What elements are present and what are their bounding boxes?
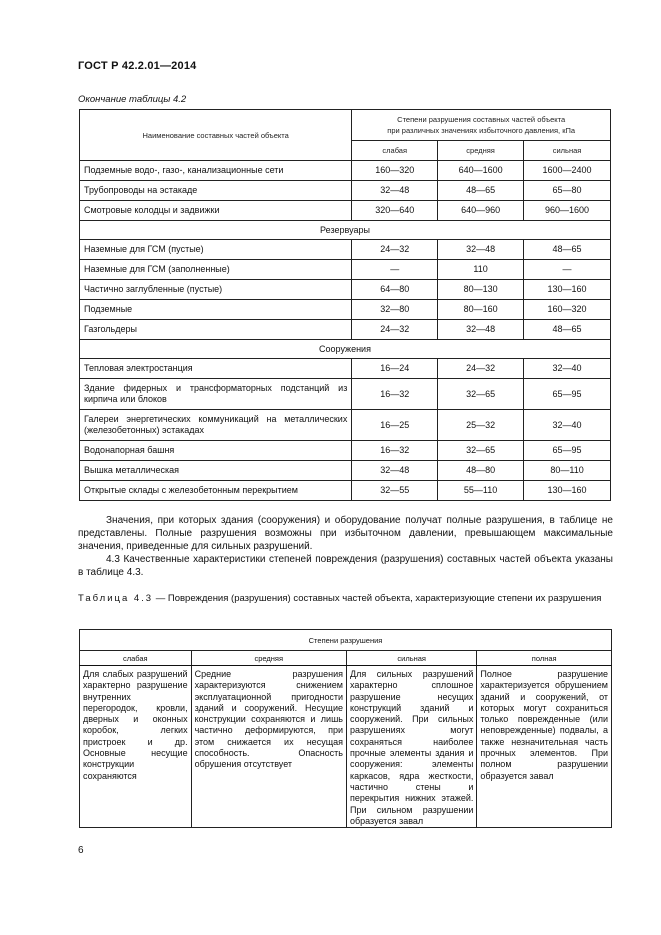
row-value: 24—32 bbox=[438, 359, 524, 379]
row-value: 48—80 bbox=[438, 461, 524, 481]
row-value: 160—320 bbox=[352, 161, 438, 181]
table-row bbox=[80, 441, 611, 461]
row-value: 32—65 bbox=[438, 441, 524, 461]
table-row bbox=[80, 201, 611, 221]
row-value: 640—960 bbox=[438, 201, 524, 221]
table-row bbox=[80, 161, 611, 181]
row-value: 24—32 bbox=[352, 320, 438, 340]
row-value: — bbox=[352, 260, 438, 280]
row-value: 320—640 bbox=[352, 201, 438, 221]
table-row bbox=[80, 379, 611, 410]
table-row bbox=[80, 260, 611, 280]
row-name: Смотровые колодцы и задвижки bbox=[80, 201, 352, 221]
row-value: 80—130 bbox=[438, 280, 524, 300]
col-header-strong: сильная bbox=[524, 141, 611, 161]
table-row bbox=[80, 481, 611, 501]
row-value: 32—80 bbox=[352, 300, 438, 320]
row-value: 65—95 bbox=[524, 441, 611, 461]
damage-text-weak: Для слабых разрушений характерно разрушение внутренних перегородок, кровли, дверных и оконных коробок, легких пристроек и др. Основные несущие конструкции сохраняются bbox=[83, 669, 188, 781]
row-value: 48—65 bbox=[524, 240, 611, 260]
col-header-weak: слабая bbox=[352, 141, 438, 161]
table-row bbox=[80, 240, 611, 260]
table-row bbox=[80, 280, 611, 300]
col-header-medium: средняя bbox=[438, 141, 524, 161]
row-value: 960—1600 bbox=[524, 201, 611, 221]
row-value: 16—32 bbox=[352, 379, 438, 410]
row-value: 32—40 bbox=[524, 359, 611, 379]
document-title: ГОСТ Р 42.2.01—2014 bbox=[78, 60, 197, 72]
row-value: 65—80 bbox=[524, 181, 611, 201]
damage-cell-weak bbox=[80, 666, 192, 828]
row-name: Подземные bbox=[80, 300, 352, 320]
row-value: 48—65 bbox=[524, 320, 611, 340]
paragraph-full-destruction: Значения, при которых здания (сооружения) и оборудование получат полные разрушения, в таблице не представлены. Полные разрушения возможны при избыточном давлении, превышающем максимальные значения, приведенные для сильных разрушений. bbox=[78, 515, 613, 552]
paragraph-4-3: 4.3 Качественные характеристики степеней повреждения (разрушения) составных частей объекта указаны в таблице 4.3. bbox=[78, 554, 613, 578]
row-name: Здание фидерных и трансформаторных подстанций из кирпича или блоков bbox=[80, 379, 352, 410]
section-row bbox=[80, 221, 611, 240]
row-value: 80—160 bbox=[438, 300, 524, 320]
row-value: 64—80 bbox=[352, 280, 438, 300]
row-value: 640—1600 bbox=[438, 161, 524, 181]
col-header-group bbox=[352, 110, 611, 141]
table-row bbox=[80, 410, 611, 441]
pressure-table bbox=[79, 109, 611, 501]
row-value: 1600—2400 bbox=[524, 161, 611, 181]
row-value: 55—110 bbox=[438, 481, 524, 501]
row-name: Частично заглубленные (пустые) bbox=[80, 280, 352, 300]
col-header-group-line2: при различных значениях избыточного давления, кПа bbox=[387, 126, 576, 135]
table-row bbox=[80, 181, 611, 201]
col-header-name: Наименование составных частей объекта bbox=[80, 110, 352, 161]
damage-text-full: Полное разрушение характеризуется обрушением зданий и сооружений, от которых могут сохраниться только поврежденные (или неповрежденные) подвалы, а также незначительная часть прочных элементов. При полном разрушении образуется завал bbox=[480, 669, 608, 781]
row-value: 32—40 bbox=[524, 410, 611, 441]
page-number: 6 bbox=[78, 845, 84, 856]
row-value: 110 bbox=[438, 260, 524, 280]
row-value: 32—48 bbox=[438, 240, 524, 260]
table-caption: Окончание таблицы 4.2 bbox=[78, 94, 187, 105]
table-row bbox=[80, 359, 611, 379]
damage-group-header: Степени разрушения bbox=[80, 630, 612, 651]
row-name: Вышка металлическая bbox=[80, 461, 352, 481]
row-value: 24—32 bbox=[352, 240, 438, 260]
section-title: Сооружения bbox=[80, 340, 611, 359]
row-name: Галереи энергетических коммуникаций на металлических (железобетонных) эстакадах bbox=[80, 410, 352, 441]
damage-header-weak: слабая bbox=[80, 651, 192, 666]
table-4-3-title-text: — Повреждения (разрушения) составных частей объекта, характеризующие степени их разрушения bbox=[153, 593, 602, 604]
row-name: Наземные для ГСМ (пустые) bbox=[80, 240, 352, 260]
row-value: 80—110 bbox=[524, 461, 611, 481]
row-name: Наземные для ГСМ (заполненные) bbox=[80, 260, 352, 280]
row-value: 32—48 bbox=[352, 181, 438, 201]
table-row bbox=[80, 320, 611, 340]
table-4-3-title bbox=[78, 593, 613, 605]
row-value: 32—65 bbox=[438, 379, 524, 410]
row-value: 25—32 bbox=[438, 410, 524, 441]
damage-cell-full bbox=[477, 666, 612, 828]
row-value: 32—55 bbox=[352, 481, 438, 501]
damage-header-full: полная bbox=[477, 651, 612, 666]
col-header-group-line1: Степени разрушения составных частей объекта bbox=[397, 115, 566, 124]
damage-cell-medium bbox=[191, 666, 346, 828]
row-value: 32—48 bbox=[438, 320, 524, 340]
table-4-3-label: Таблица 4.3 bbox=[78, 593, 154, 604]
table-row bbox=[80, 300, 611, 320]
row-name: Открытые склады с железобетонным перекрытием bbox=[80, 481, 352, 501]
row-value: 16—24 bbox=[352, 359, 438, 379]
row-value: 65—95 bbox=[524, 379, 611, 410]
row-value: 160—320 bbox=[524, 300, 611, 320]
row-name: Водонапорная башня bbox=[80, 441, 352, 461]
damage-cell-strong bbox=[346, 666, 476, 828]
damage-description-table bbox=[79, 629, 612, 828]
row-value: 16—25 bbox=[352, 410, 438, 441]
table-row bbox=[80, 461, 611, 481]
row-value: 130—160 bbox=[524, 280, 611, 300]
damage-header-medium: средняя bbox=[191, 651, 346, 666]
row-name: Газгольдеры bbox=[80, 320, 352, 340]
damage-text-medium: Средние разрушения характеризуются снижением эксплуатационной пригодности зданий и сооружений. Несущие конструкции сохраняются и лишь частично деформируются, при этом снижается их несущая способность. Опасность обрушения отсутствует bbox=[194, 669, 343, 770]
row-value: 130—160 bbox=[524, 481, 611, 501]
row-value: 48—65 bbox=[438, 181, 524, 201]
damage-text-strong: Для сильных разрушений характерно сплошное разрушение несущих конструкций зданий и сооружений. При сильных разрушениях могут сохраняться наиболее прочные элементы здания и сооружения: элементы каркасов, ядра жесткости, частично стены и перекрытия нижних этажей. При сильном разрушении образуется завал bbox=[349, 669, 474, 826]
section-row bbox=[80, 340, 611, 359]
row-value: 16—32 bbox=[352, 441, 438, 461]
row-name: Трубопроводы на эстакаде bbox=[80, 181, 352, 201]
section-title: Резервуары bbox=[80, 221, 611, 240]
row-name: Тепловая электростанция bbox=[80, 359, 352, 379]
damage-header-strong: сильная bbox=[346, 651, 476, 666]
row-value: 32—48 bbox=[352, 461, 438, 481]
row-name: Подземные водо-, газо-, канализационные сети bbox=[80, 161, 352, 181]
row-value: — bbox=[524, 260, 611, 280]
